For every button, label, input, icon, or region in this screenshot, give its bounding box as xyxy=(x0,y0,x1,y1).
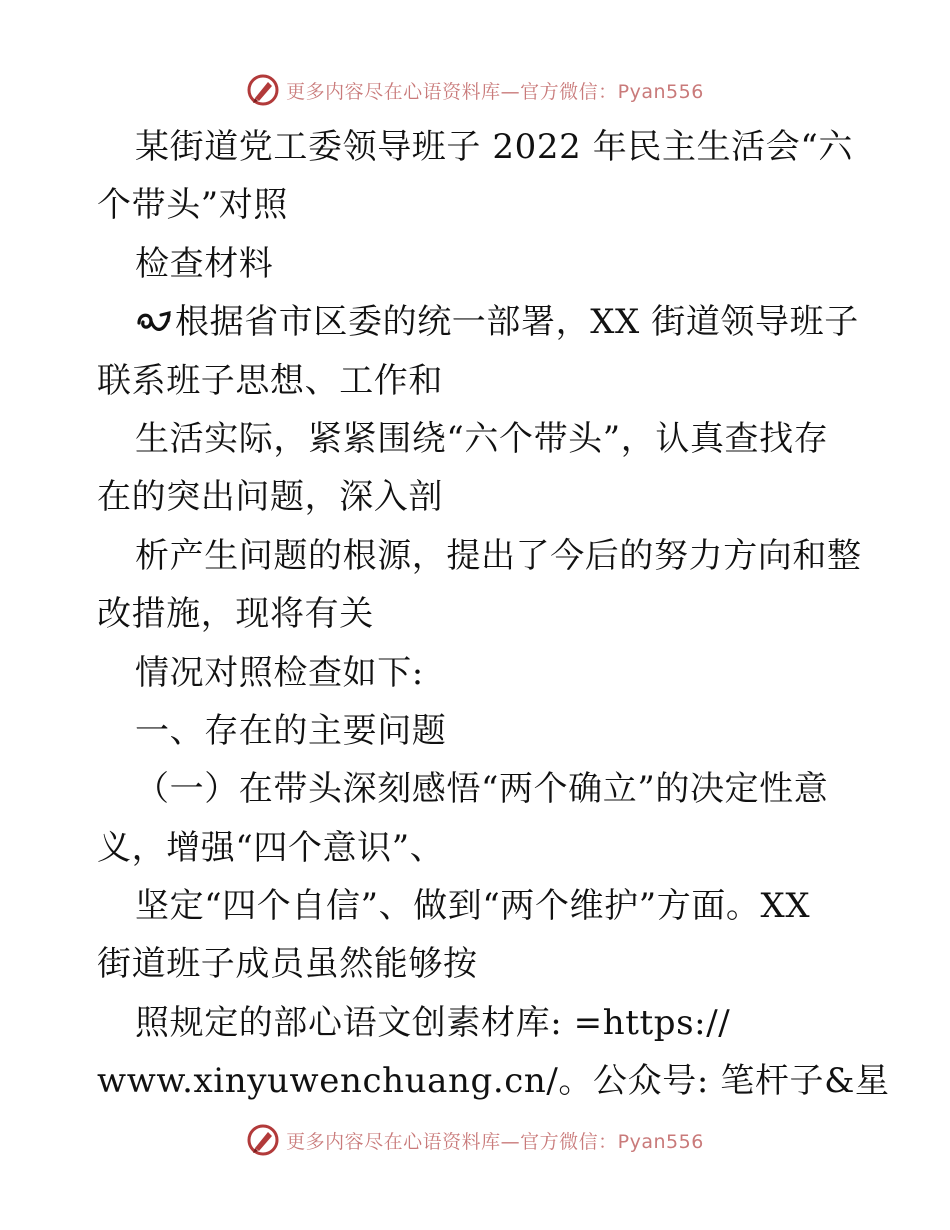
watermark-text: 更多内容尽在心语资料库—官方微信：Pyan556 xyxy=(286,80,704,103)
watermark-banner-bottom xyxy=(0,1120,950,1160)
doc-line: 情况对照检查如下: xyxy=(135,652,424,693)
doc-line: 街道班子成员虽然能够按 xyxy=(97,944,478,985)
doc-line-title-1: 某街道党工委领导班子 2022 年民主生活会“六 xyxy=(135,127,853,167)
doc-line: 生活实际，紧紧围绕“六个带头”，认真查找存 xyxy=(135,418,829,459)
document-body xyxy=(97,118,890,1111)
doc-line-url-intro: 照规定的部心语文创素材库: =https:// xyxy=(135,1002,731,1043)
subsection-heading: （一）在带头深刻感悟“两个确立”的决定性意 xyxy=(135,769,829,810)
doc-line: 义，增强“四个意识”、 xyxy=(97,827,445,868)
pen-logo-icon xyxy=(246,73,280,107)
doc-line: 坚定“四个自信”、做到“两个维护”方面。XX xyxy=(135,886,811,927)
doc-line-url: www.xinyuwenchuang.cn/。公众号: 笔杆子&星 xyxy=(97,1061,890,1102)
flourish-icon xyxy=(135,307,173,337)
pen-logo-icon xyxy=(246,1123,280,1157)
doc-line-title-3: 检查材料 xyxy=(135,243,274,284)
doc-line-text: 根据省市区委的统一部署，XX 街道领导班子 xyxy=(175,302,859,343)
doc-line: 在的突出问题，深入剖 xyxy=(97,477,443,518)
doc-line-title-2: 个带头”对照 xyxy=(97,185,288,226)
doc-line: 改措施，现将有关 xyxy=(97,594,374,635)
section-heading: 一、存在的主要问题 xyxy=(135,710,447,751)
watermark-banner-top xyxy=(0,70,950,110)
doc-line-paragraph-start xyxy=(97,293,857,351)
watermark-text: 更多内容尽在心语资料库—官方微信：Pyan556 xyxy=(286,1130,704,1153)
doc-line: 联系班子思想、工作和 xyxy=(97,360,443,401)
doc-line: 析产生问题的根源，提出了今后的努力方向和整 xyxy=(135,535,862,576)
